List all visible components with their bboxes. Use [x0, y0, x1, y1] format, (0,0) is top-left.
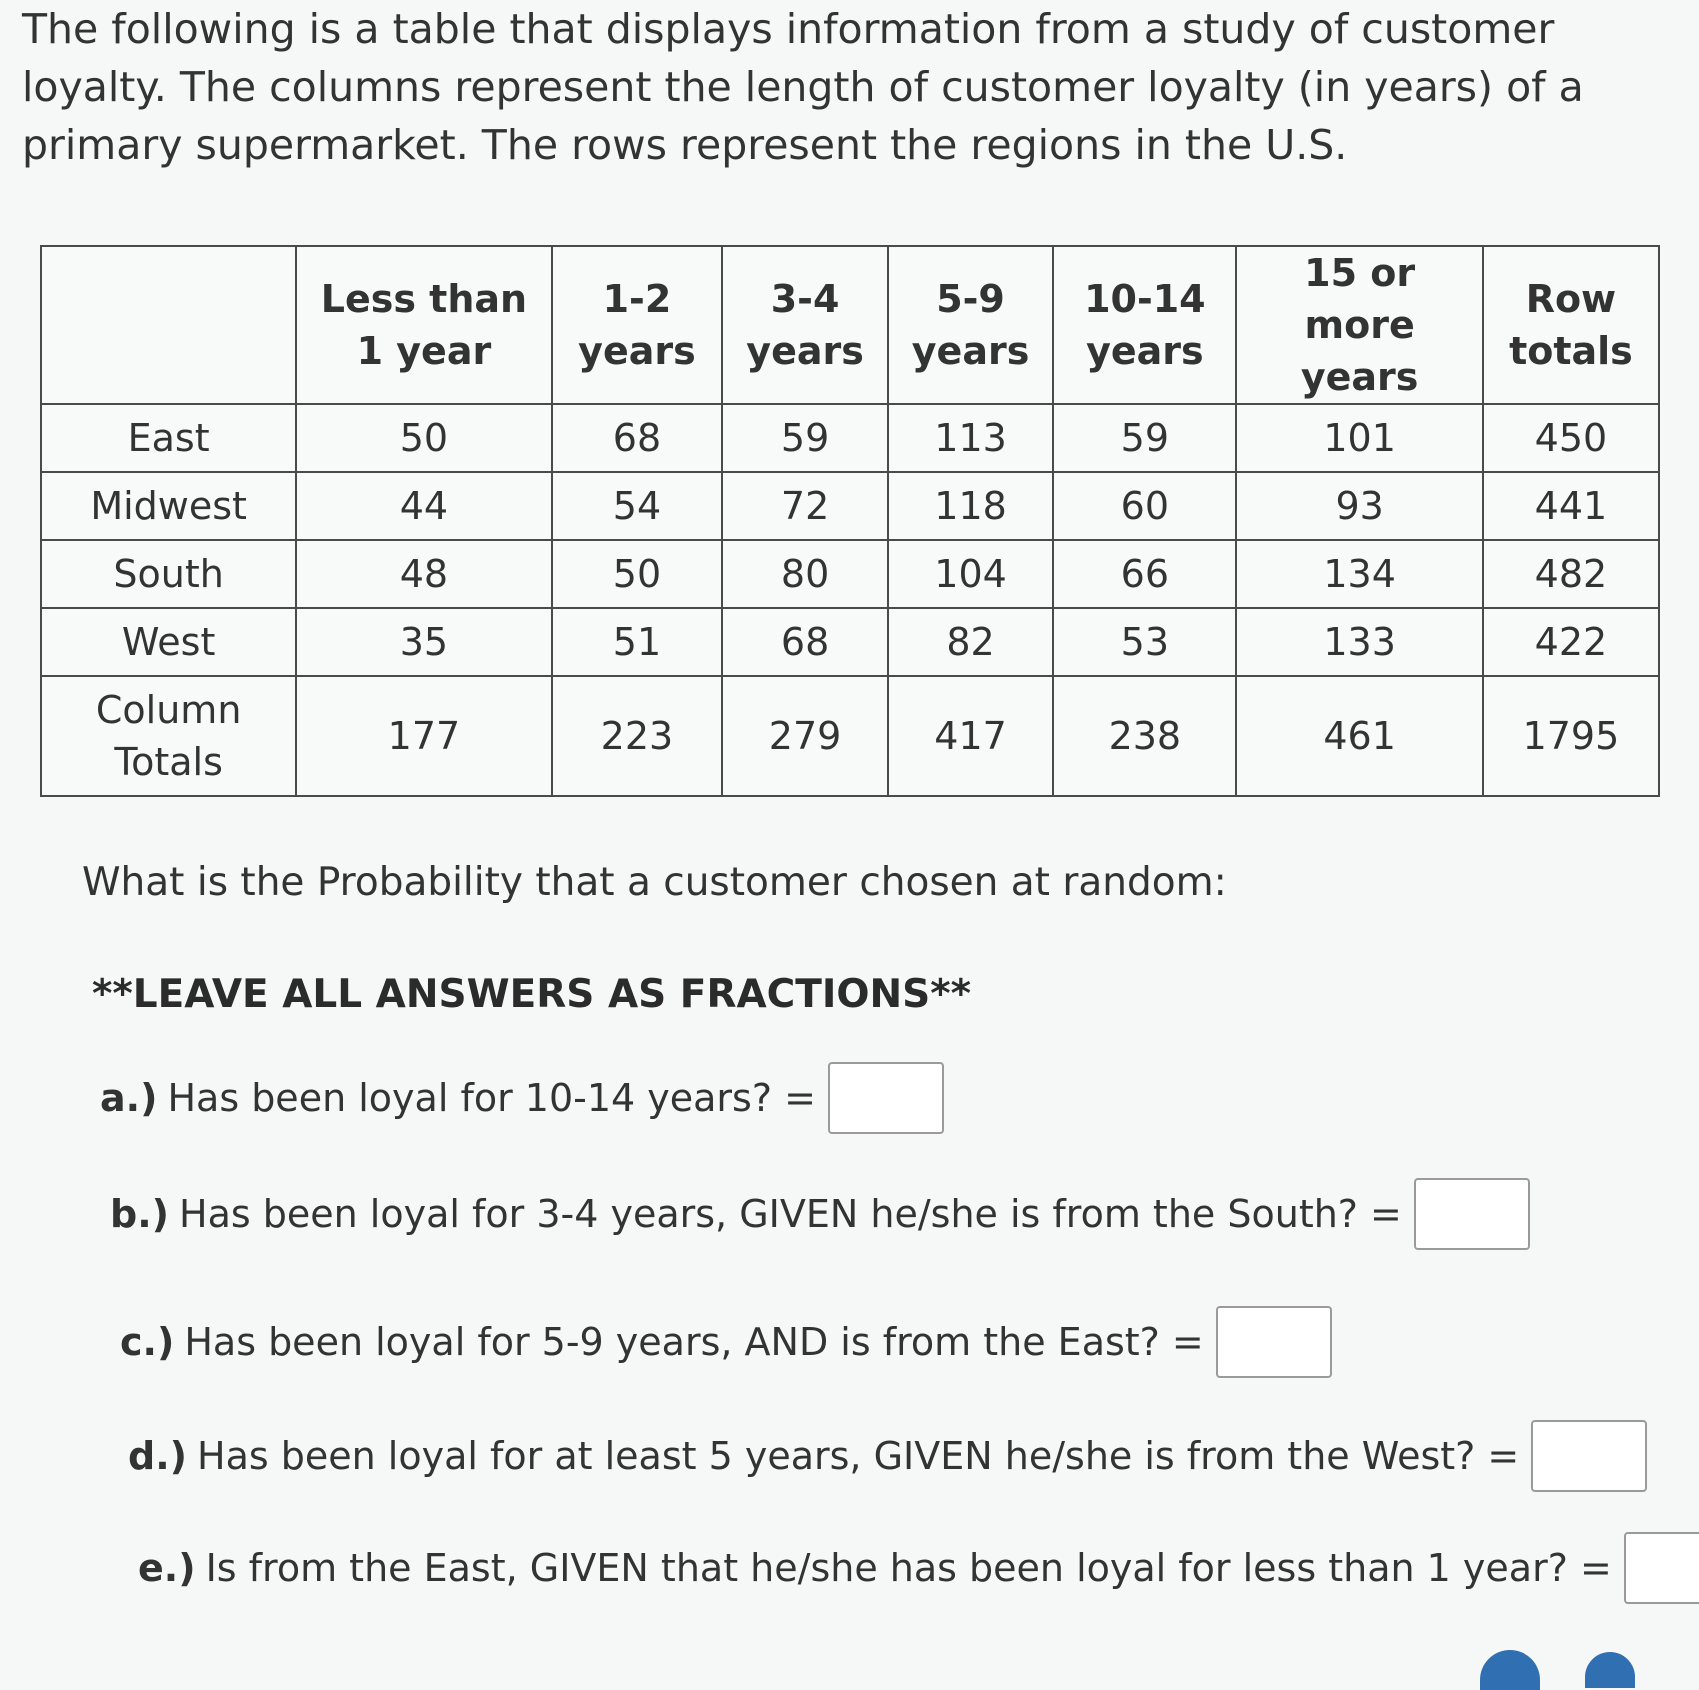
answer-input-c[interactable]: [1216, 1306, 1332, 1378]
table-cell: 1795: [1483, 676, 1659, 796]
question-c: [120, 1306, 1332, 1378]
question-b: [110, 1178, 1530, 1250]
question-d: [128, 1420, 1647, 1492]
table-cell: 54: [552, 472, 723, 540]
table-cell: 53: [1053, 608, 1236, 676]
column-header: Row totals: [1483, 246, 1659, 404]
column-header: 3-4 years: [722, 246, 887, 404]
table-row: [41, 472, 1659, 540]
table-cell: 104: [888, 540, 1053, 608]
row-label: West: [41, 608, 296, 676]
loyalty-table: [40, 245, 1660, 797]
table-cell: 177: [296, 676, 551, 796]
table-cell: 68: [552, 404, 723, 472]
table-cell: 35: [296, 608, 551, 676]
column-header: 15 or more years: [1236, 246, 1482, 404]
table-cell: 72: [722, 472, 887, 540]
question-letter: c.): [120, 1320, 175, 1364]
answer-input-b[interactable]: [1414, 1178, 1530, 1250]
table-cell: 59: [1053, 404, 1236, 472]
question-a: [100, 1062, 944, 1134]
table-cell: 66: [1053, 540, 1236, 608]
table-cell: 279: [722, 676, 887, 796]
row-label: East: [41, 404, 296, 472]
column-header: Less than 1 year: [296, 246, 551, 404]
table-cell: 93: [1236, 472, 1482, 540]
question-text: Has been loyal for 10-14 years? =: [167, 1076, 816, 1120]
table-cell: 82: [888, 608, 1053, 676]
answer-input-d[interactable]: [1531, 1420, 1647, 1492]
question-letter: d.): [128, 1434, 188, 1478]
table-cell: 461: [1236, 676, 1482, 796]
question-letter: a.): [100, 1076, 158, 1120]
table-cell: 133: [1236, 608, 1482, 676]
column-header: 10-14 years: [1053, 246, 1236, 404]
question-heading: What is the Probability that a customer chosen at random:: [82, 860, 1227, 905]
table-cell: 417: [888, 676, 1053, 796]
table-cell: 118: [888, 472, 1053, 540]
question-e: [138, 1532, 1699, 1604]
table-cell: 134: [1236, 540, 1482, 608]
table-cell: 59: [722, 404, 887, 472]
table-cell: 68: [722, 608, 887, 676]
question-letter: e.): [138, 1546, 196, 1590]
row-label: Column Totals: [41, 676, 296, 796]
answer-input-e[interactable]: [1624, 1532, 1699, 1604]
table-cell: 450: [1483, 404, 1659, 472]
column-header: 1-2 years: [552, 246, 723, 404]
table-row: [41, 404, 1659, 472]
table-cell: 44: [296, 472, 551, 540]
table-cell: 223: [552, 676, 723, 796]
row-label: Midwest: [41, 472, 296, 540]
question-text: Is from the East, GIVEN that he/she has been loyal for less than 1 year? =: [205, 1546, 1612, 1590]
table-cell: 238: [1053, 676, 1236, 796]
table-cell: 422: [1483, 608, 1659, 676]
table-cell: 50: [296, 404, 551, 472]
table-cell: 80: [722, 540, 887, 608]
instructions-text: **LEAVE ALL ANSWERS AS FRACTIONS**: [92, 972, 972, 1017]
table-cell: 51: [552, 608, 723, 676]
loyalty-table-container: [40, 245, 1660, 797]
table-cell: 482: [1483, 540, 1659, 608]
table-cell: 48: [296, 540, 551, 608]
table-cell: 60: [1053, 472, 1236, 540]
column-header: 5-9 years: [888, 246, 1053, 404]
question-text: Has been loyal for 3-4 years, GIVEN he/she is from the South? =: [179, 1192, 1402, 1236]
intro-text: The following is a table that displays information from a study of customer loyalty. The columns represent the length of customer loyalty (in years) of a primary supermarket. The rows represent the regions in the U.S.: [22, 5, 1584, 169]
table-cell: 50: [552, 540, 723, 608]
table-row: [41, 540, 1659, 608]
question-text: Has been loyal for 5-9 years, AND is from the East? =: [184, 1320, 1204, 1364]
table-corner-cell: [41, 246, 296, 404]
table-cell: 101: [1236, 404, 1482, 472]
table-totals-row: [41, 676, 1659, 796]
question-letter: b.): [110, 1192, 170, 1236]
row-label: South: [41, 540, 296, 608]
table-header-row: [41, 246, 1659, 404]
toolbar-icon[interactable]: [1480, 1650, 1540, 1690]
table-cell: 113: [888, 404, 1053, 472]
table-row: [41, 608, 1659, 676]
table-cell: 441: [1483, 472, 1659, 540]
toolbar-icon[interactable]: [1585, 1652, 1635, 1688]
answer-input-a[interactable]: [828, 1062, 944, 1134]
question-text: Has been loyal for at least 5 years, GIVEN he/she is from the West? =: [197, 1434, 1520, 1478]
